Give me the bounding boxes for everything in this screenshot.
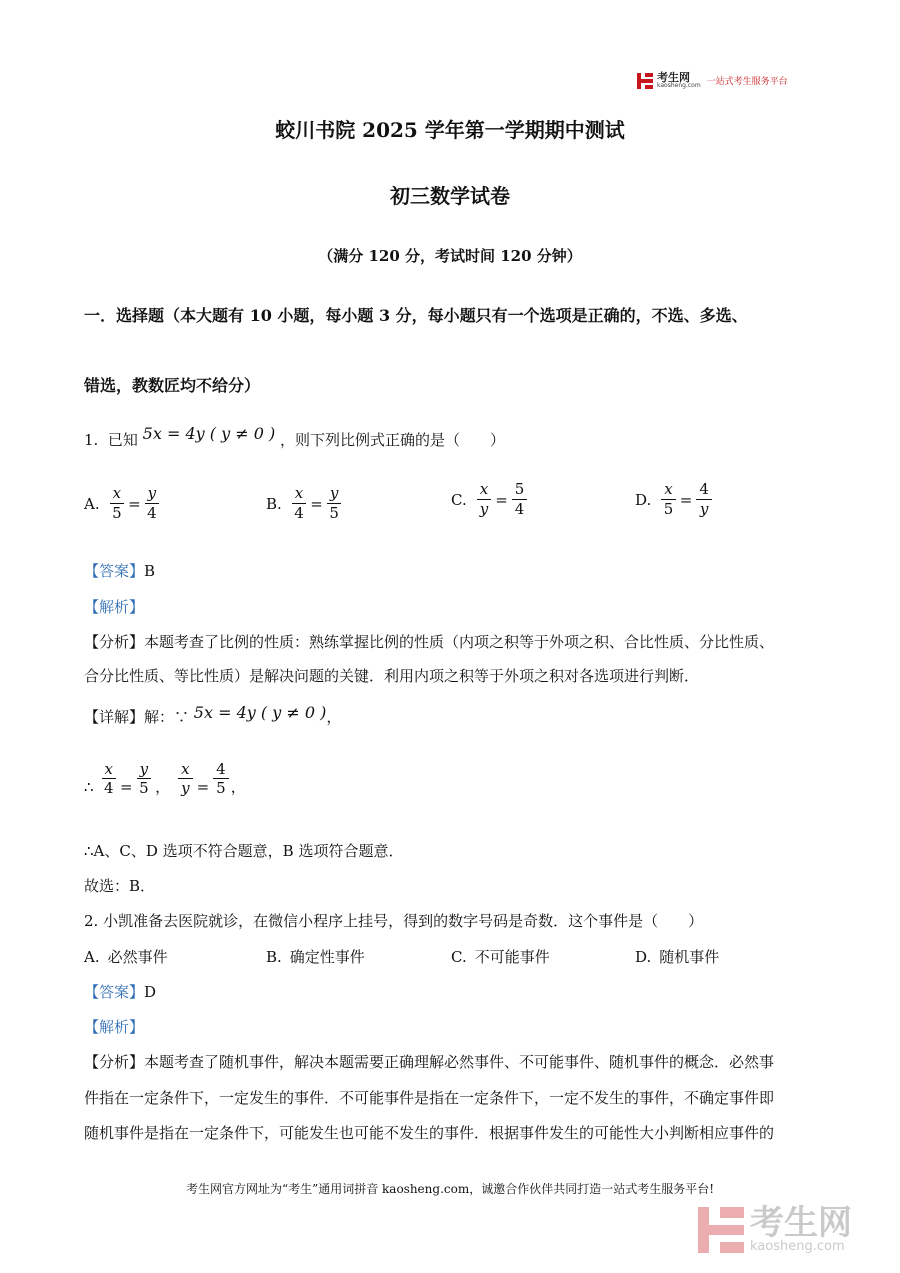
- q1-analysis-tag: 【解析】: [84, 598, 145, 616]
- separator: ，: [230, 778, 246, 796]
- q2-option-c[interactable]: [451, 946, 550, 967]
- exam-meta: （满分 120 分，考试时间 120 分钟）: [318, 247, 582, 265]
- option-label: B.: [266, 947, 282, 966]
- fraction: $\frac{y}{5}$: [137, 760, 151, 797]
- q1-conclusion: ∴A、C、D 选项不符合题意，B 选项符合题意．: [84, 842, 404, 860]
- option-label: D.: [635, 947, 652, 966]
- logo-name: 考生网: [657, 71, 690, 84]
- q2-option-a[interactable]: [84, 946, 168, 967]
- section-heading-line2: 错选，教数匠均不给分）: [84, 376, 261, 395]
- answer-value: D: [144, 983, 157, 1001]
- fraction: $\frac{4}{5}$: [213, 760, 229, 797]
- q2-option-b[interactable]: [266, 946, 365, 967]
- option-label: D.: [635, 490, 652, 509]
- fraction: $\frac{5}{4}$: [512, 480, 528, 519]
- fraction: $\frac{x}{4}$: [102, 760, 116, 797]
- option-label: A.: [84, 947, 100, 966]
- kaosheng-logo-icon: [637, 73, 653, 89]
- therefore-symbol: ∴: [84, 778, 94, 796]
- q1-fenxi-line2: 合分比性质、等比性质）是解决问题的关键．利用内项之积等于外项之积对各选项进行判断．: [84, 667, 700, 685]
- answer-tag: 【答案】: [84, 562, 145, 580]
- section-heading-line1: 一．选择题（本大题有 10 小题，每小题 3 分，每小题只有一个选项是正确的，不选、多选、: [84, 306, 748, 325]
- q1-option-b[interactable]: B. $\frac{x}{4}$ = $\frac{y}{5}$: [266, 484, 343, 523]
- page-footer: 考生网官方网址为“考生”通用词拼音 kaosheng.com，诚邀合作伙伴共同打造一站式考生服务平台!: [185, 1182, 715, 1196]
- q1-condition: 5x = 4y ( y ≠ 0 ): [142, 424, 276, 443]
- logo-slogan: 一站式考生服务平台: [706, 77, 788, 87]
- q2-fenxi-line2: 件指在一定条件下，一定发生的事件．不可能事件是指在一定条件下，一定不发生的事件，不确定事件即: [84, 1089, 775, 1107]
- q1-answer: [84, 561, 155, 581]
- watermark-domain: kaosheng.com: [750, 1239, 845, 1254]
- option-text: 确定性事件: [289, 948, 365, 966]
- option-label: C.: [451, 490, 467, 509]
- option-text: 必然事件: [107, 948, 168, 966]
- site-logo: [637, 72, 788, 89]
- exam-title: 蛟川书院 2025 学年第一学期期中测试: [275, 118, 625, 142]
- fraction: $\frac{x}{4}$: [292, 484, 306, 523]
- q1-option-a[interactable]: A. $\frac{x}{5}$ = $\frac{y}{4}$: [84, 484, 161, 523]
- option-text: 随机事件: [659, 948, 720, 966]
- option-label: A.: [84, 494, 100, 513]
- q1-prefix: 已知: [107, 431, 138, 449]
- kaosheng-watermark-icon: [698, 1207, 744, 1253]
- q1-fenxi-line1: 【分析】本题考查了比例的性质：熟练掌握比例的性质（内项之积等于外项之积、合比性质、分比性质、: [84, 633, 775, 651]
- q1-suffix: ，则下列比例式正确的是（ ）: [279, 431, 505, 449]
- separator: ，: [155, 778, 171, 796]
- fraction: $\frac{x}{5}$: [661, 480, 675, 519]
- answer-value: B: [144, 562, 156, 580]
- q2-fenxi-line3: 随机事件是指在一定条件下，可能发生也可能不发生的事件．根据事件发生的可能性大小判断相应事件的: [84, 1124, 775, 1142]
- q2-option-d[interactable]: [635, 946, 719, 967]
- q1-stem: [84, 424, 505, 450]
- detail-prefix: 【详解】解：∵: [84, 708, 190, 726]
- q1-option-c[interactable]: C. $\frac{x}{y}$ = $\frac{5}{4}$: [451, 480, 529, 519]
- q1-number: 1.: [84, 431, 99, 449]
- fraction: $\frac{x}{y}$: [178, 760, 192, 797]
- fraction: $\frac{x}{y}$: [477, 480, 491, 519]
- detail-comma: ，: [326, 708, 342, 726]
- watermark: [698, 1203, 852, 1254]
- q1-option-d[interactable]: D. $\frac{x}{5}$ = $\frac{4}{y}$: [635, 480, 714, 519]
- exam-subtitle: 初三数学试卷: [390, 184, 510, 208]
- fraction: $\frac{y}{4}$: [145, 484, 159, 523]
- q2-answer: [84, 982, 156, 1002]
- option-label: C.: [451, 947, 467, 966]
- fraction: $\frac{x}{5}$: [110, 484, 124, 523]
- q2-fenxi-line1: 【分析】本题考查了随机事件，解决本题需要正确理解必然事件、不可能事件、随机事件的概念．必然事: [84, 1053, 775, 1071]
- logo-domain: kaosheng.com: [657, 82, 701, 89]
- detail-condition: 5x = 4y ( y ≠ 0 ): [193, 703, 327, 722]
- fraction: $\frac{4}{y}$: [696, 480, 712, 519]
- q1-detail: [84, 703, 342, 727]
- option-label: B.: [266, 494, 282, 513]
- option-text: 不可能事件: [474, 948, 550, 966]
- q1-choose: 故选：B．: [84, 877, 156, 895]
- q2-analysis-tag: 【解析】: [84, 1018, 145, 1036]
- answer-tag: 【答案】: [84, 983, 145, 1001]
- watermark-name: 考生网: [750, 1203, 852, 1243]
- fraction: $\frac{y}{5}$: [327, 484, 341, 523]
- q1-step: ∴ $\frac{x}{4}$ = $\frac{y}{5}$ ， $\frac{x}{y}$ = $\frac{4}{5}$ ，: [84, 760, 246, 797]
- q2-stem: 2. 小凯准备去医院就诊，在微信小程序上挂号，得到的数字号码是奇数．这个事件是（ ）: [84, 912, 704, 930]
